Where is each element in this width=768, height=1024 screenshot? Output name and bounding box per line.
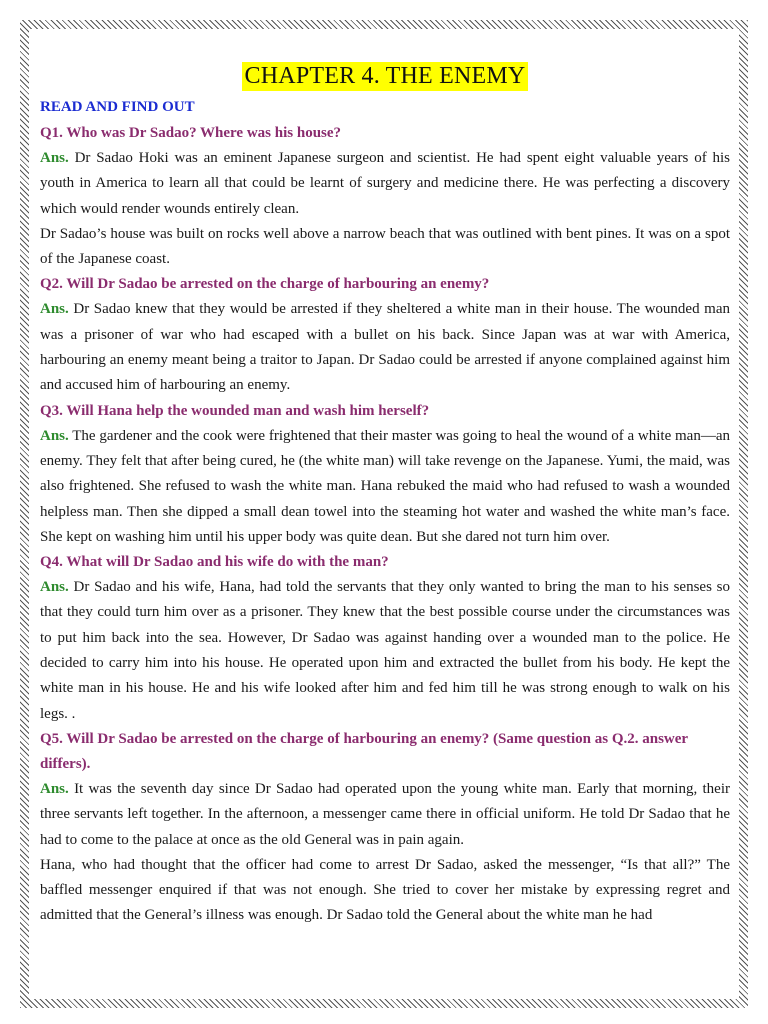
- document-page: [40, 62, 730, 929]
- answer-label: Ans.: [40, 301, 69, 318]
- answer-5-text: It was the seventh day since Dr Sadao had operated upon the young white man. Early that morning, their three servants left together. In the afternoon, a messenger came there in official uniform. He told Dr Sadao that he had to come to the palace at once as the old General was in pain again.: [40, 780, 730, 848]
- answer-4-paragraph: [40, 575, 730, 727]
- answer-5-paragraph-1: [40, 777, 730, 853]
- answer-3-paragraph: [40, 424, 730, 550]
- chapter-title: CHAPTER 4. THE ENEMY: [242, 62, 529, 91]
- answer-label: Ans.: [40, 427, 69, 444]
- question-1: Q1. Who was Dr Sadao? Where was his house?: [40, 125, 342, 141]
- question-2: Q2. Will Dr Sadao be arrested on the charge of harbouring an enemy?: [40, 276, 490, 293]
- answer-label: Ans.: [40, 579, 69, 596]
- answer-3-text: The gardener and the cook were frightened that their master was going to heal the wound of a white man—an enemy. They felt that after being cured, he (the white man) will take revenge on the Japanese. Yumi, the maid, was also frightened. She refused to wash the white man. Hana rebuked the maid who had refused to wash a wounded helpless man. Then she dipped a small dean towel into the steaming hot water and washed the white man’s face. She kept on washing him until his upper body was quite dean. But she dared not turn him over.: [40, 427, 730, 545]
- title-wrap: [40, 62, 730, 91]
- answer-1-paragraph-1: [40, 146, 730, 222]
- answer-2-text: Dr Sadao knew that they would be arrested if they sheltered a white man in their house. The wounded man was a prisoner of war who had escaped with a bullet on his back. Since Japan was at war with America, harbouring an enemy meant being a traitor to Japan. Dr Sadao could be arrested if anyone complained against him and accused him of harbouring an enemy.: [40, 301, 730, 394]
- answer-label: Ans.: [40, 150, 69, 166]
- answer-2-paragraph: [40, 297, 730, 398]
- answer-4-text: Dr Sadao and his wife, Hana, had told the servants that they only wanted to bring the man to his senses so that they could turn him over as a prisoner. They knew that the best possible course under the circumstances was to put him back into the sea. However, Dr Sadao was against handing over a wounded man to the police. He decided to carry him into his house. He operated upon him and extracted the bullet from his body. He kept the white man in his house. He and his wife looked after him and fed him till he was strong enough to walk on his legs. .: [40, 579, 730, 722]
- answer-label: Ans.: [40, 780, 69, 797]
- question-4: Q4. What will Dr Sadao and his wife do with the man?: [40, 554, 389, 571]
- section-heading: READ AND FIND OUT: [40, 99, 195, 115]
- answer-1-paragraph-2: Dr Sadao’s house was built on rocks well above a narrow beach that was outlined with bent pines. It was on a spot of the Japanese coast.: [40, 225, 730, 268]
- answer-5-paragraph-2: Hana, who had thought that the officer had come to arrest Dr Sadao, asked the messenger, “Is that all?” The baffled messenger enquired if that was not enough. She tried to cover her mistake by expressing regret and admitted that the General’s illness was enough. Dr Sadao told the General about the white man he had: [40, 856, 730, 924]
- answer-1-text: Dr Sadao Hoki was an eminent Japanese surgeon and scientist. He had spent eight valuable years of his youth in America to learn all that could be learnt of surgery and medicine there. He was perfecting a discovery which would render wounds entirely clean.: [40, 150, 731, 217]
- question-5: Q5. Will Dr Sadao be arrested on the charge of harbouring an enemy? (Same question as Q.2. answer differs).: [40, 730, 688, 772]
- question-3: Q3. Will Hana help the wounded man and wash him herself?: [40, 402, 430, 419]
